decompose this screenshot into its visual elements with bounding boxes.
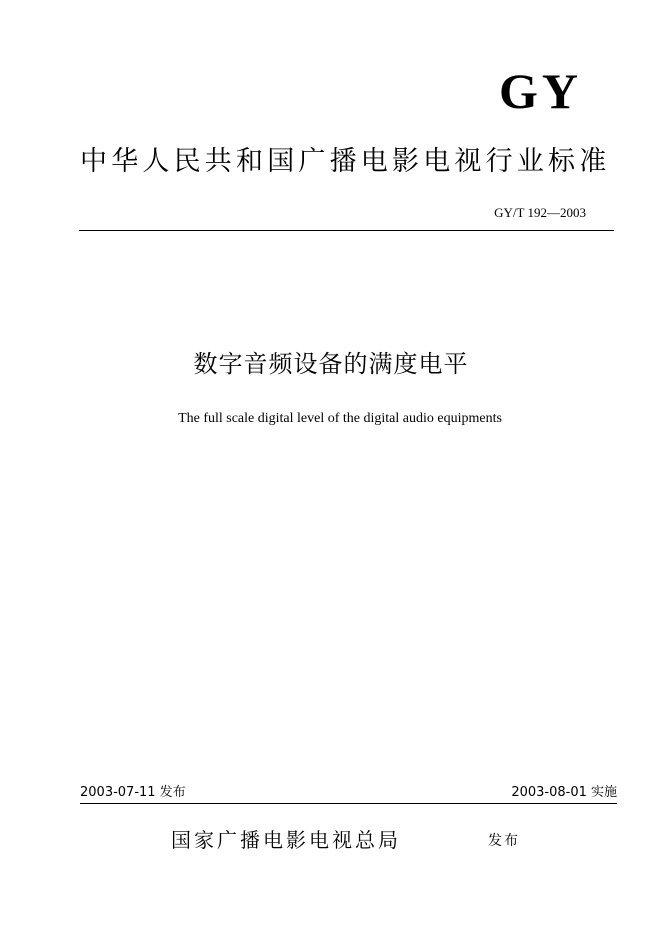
- document-title-chinese: 数字音频设备的满度电平: [193, 350, 469, 378]
- publisher-name: 国家广播电影电视总局: [171, 828, 401, 852]
- footer-divider: [80, 803, 617, 804]
- header-divider: [79, 230, 614, 231]
- standard-logo: GY: [499, 63, 582, 119]
- publish-label: 发布: [488, 833, 520, 849]
- standard-number: GY/T 192—2003: [494, 205, 586, 220]
- standard-category-title: 中华人民共和国广播电影电视行业标准: [80, 146, 611, 177]
- issue-date: 2003-07-11 发布: [80, 785, 186, 800]
- effective-date: 2003-08-01 实施: [511, 785, 617, 800]
- document-title-english: The full scale digital level of the digital audio equipments: [178, 411, 502, 426]
